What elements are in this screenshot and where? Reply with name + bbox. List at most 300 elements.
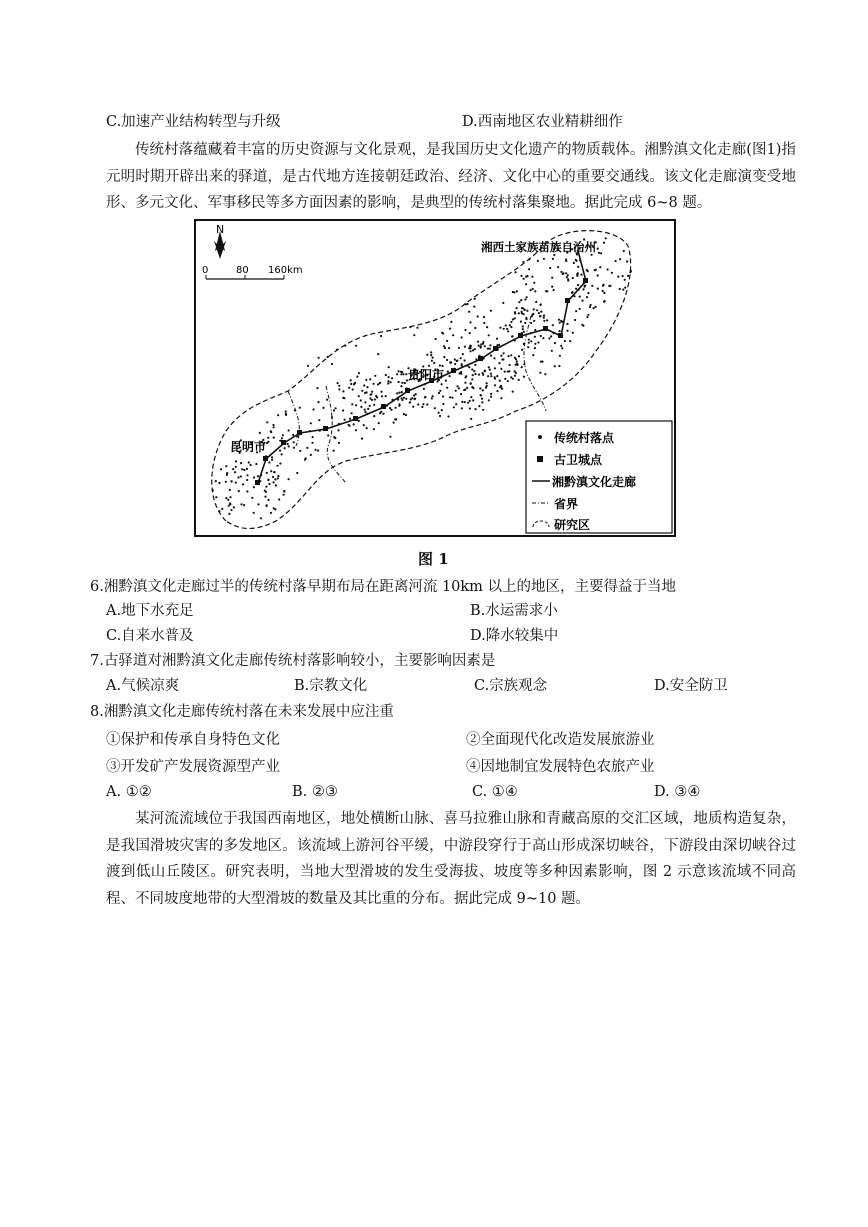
village-dot <box>507 330 509 332</box>
village-dot <box>487 348 489 350</box>
village-dot <box>388 366 390 368</box>
village-dot <box>598 252 600 254</box>
village-dot <box>268 483 270 485</box>
village-dot <box>488 366 490 368</box>
village-dot <box>293 441 295 443</box>
village-dot <box>603 242 605 244</box>
village-dot <box>589 306 591 308</box>
village-dot <box>597 274 599 276</box>
village-dot <box>450 321 452 323</box>
village-dot <box>533 320 535 322</box>
village-dot <box>534 347 536 349</box>
village-dot <box>348 424 350 426</box>
village-dot <box>510 321 512 323</box>
village-dot <box>474 408 476 410</box>
village-dot <box>454 358 456 360</box>
village-dot <box>516 290 518 292</box>
village-dot <box>288 478 290 480</box>
village-dot <box>460 357 462 359</box>
village-dot <box>309 430 311 432</box>
village-dot <box>316 387 318 389</box>
village-dot <box>225 465 227 467</box>
village-dot <box>508 370 510 372</box>
village-dot <box>587 292 589 294</box>
village-dot <box>381 395 383 397</box>
village-dot <box>401 371 403 373</box>
village-dot <box>514 339 516 341</box>
village-dot <box>234 471 236 473</box>
village-dot <box>617 276 619 278</box>
village-dot <box>442 395 444 397</box>
village-dot <box>623 250 625 252</box>
village-dot <box>433 362 435 364</box>
village-dot <box>231 480 233 482</box>
village-dot <box>380 391 382 393</box>
village-dot <box>390 381 392 383</box>
village-dot <box>326 399 328 401</box>
village-dot <box>441 332 443 334</box>
village-dot <box>266 442 268 444</box>
village-dot <box>215 496 217 498</box>
village-dot <box>389 407 391 409</box>
village-dot <box>344 419 346 421</box>
village-dot <box>552 324 554 326</box>
village-dot <box>505 324 507 326</box>
village-dot <box>415 393 417 395</box>
village-dot <box>535 301 537 303</box>
village-dot <box>575 288 577 290</box>
village-dot <box>364 409 366 411</box>
village-dot <box>469 407 471 409</box>
village-dot <box>534 329 536 331</box>
village-dot <box>367 408 369 410</box>
village-dot <box>474 364 476 366</box>
village-dot <box>549 267 551 269</box>
village-dot <box>279 462 281 464</box>
village-dot <box>543 320 545 322</box>
village-dot <box>398 370 400 372</box>
village-dot <box>287 443 289 445</box>
village-dot <box>520 321 522 323</box>
village-dot <box>561 347 563 349</box>
village-dot <box>275 484 277 486</box>
village-dot <box>267 479 269 481</box>
village-dot <box>414 398 416 400</box>
village-dot <box>540 335 542 337</box>
village-dot <box>523 376 525 378</box>
village-dot <box>525 276 527 278</box>
village-dot <box>521 349 523 351</box>
village-dot <box>299 450 301 452</box>
village-dot <box>382 413 384 415</box>
village-dot <box>496 375 498 377</box>
village-dot <box>296 435 298 437</box>
village-dot <box>271 456 273 458</box>
village-dot <box>587 270 589 272</box>
village-dot <box>579 308 581 310</box>
village-dot <box>377 353 379 355</box>
village-dot <box>403 397 405 399</box>
village-dot <box>530 332 532 334</box>
village-dot <box>566 323 568 325</box>
village-dot <box>626 260 628 262</box>
village-dot <box>277 475 279 477</box>
village-dot <box>315 449 317 451</box>
village-dot <box>395 407 397 409</box>
village-dot <box>456 385 458 387</box>
village-dot <box>472 399 474 401</box>
village-dot <box>544 373 546 375</box>
village-dot <box>272 476 274 478</box>
village-dot <box>534 290 536 292</box>
village-dot <box>311 442 313 444</box>
scale-160: 160km <box>268 265 303 276</box>
village-dot <box>438 412 440 414</box>
village-dot <box>510 376 512 378</box>
village-dot <box>520 299 522 301</box>
village-dot <box>338 442 340 444</box>
q6-stem: 6.湘黔滇文化走廊过半的传统村落早期布局在距离河流 10km 以上的地区，主要得益于当地 <box>90 579 677 595</box>
village-dot <box>358 420 360 422</box>
village-dot <box>417 403 419 405</box>
village-dot <box>428 365 430 367</box>
village-dot <box>528 342 530 344</box>
village-dot <box>404 382 406 384</box>
village-dot <box>235 482 237 484</box>
village-dot <box>574 319 576 321</box>
village-dot <box>235 466 237 468</box>
village-dot <box>270 470 272 472</box>
figure-1-caption: 图 1 <box>418 550 449 568</box>
village-dot <box>435 338 437 340</box>
village-dot <box>283 494 285 496</box>
village-dot <box>371 399 373 401</box>
village-dot <box>434 407 436 409</box>
village-dot <box>564 340 566 342</box>
village-dot <box>473 306 475 308</box>
village-dot <box>586 296 588 298</box>
village-dot <box>225 481 227 483</box>
village-dot <box>533 282 535 284</box>
village-dot <box>266 504 268 506</box>
village-dot <box>560 345 562 347</box>
village-dot <box>322 407 324 409</box>
village-dot <box>603 284 605 286</box>
village-dot <box>452 334 454 336</box>
legend-study: 研究区 <box>554 518 591 532</box>
village-dot <box>366 427 368 429</box>
village-dot <box>336 349 338 351</box>
village-dot <box>507 355 509 357</box>
village-dot <box>534 336 536 338</box>
legend-border: 省界 <box>554 497 579 511</box>
village-dot <box>458 347 460 349</box>
q6-option-d: D.降水较集中 <box>470 628 559 644</box>
village-dot <box>481 398 483 400</box>
village-dot <box>590 304 592 306</box>
village-dot <box>624 287 626 289</box>
village-dot <box>292 434 294 436</box>
village-dot <box>579 296 581 298</box>
village-dot <box>350 383 352 385</box>
q7-stem: 7.古驿道对湘黔滇文化走廊传统村落影响较小，主要影响因素是 <box>90 653 496 669</box>
village-dot <box>619 258 621 260</box>
village-dot <box>243 469 245 471</box>
village-dot <box>348 387 350 389</box>
village-dot <box>607 268 609 270</box>
village-dot <box>246 490 248 492</box>
legend <box>526 421 672 533</box>
village-dot <box>559 330 561 332</box>
village-dot <box>480 343 482 345</box>
village-dot <box>587 314 589 316</box>
village-dot <box>246 474 248 476</box>
village-dot <box>471 368 473 370</box>
village-dot <box>528 339 530 341</box>
village-dot <box>518 301 520 303</box>
village-dot <box>370 393 372 395</box>
village-dot <box>551 286 553 288</box>
village-dot <box>353 383 355 385</box>
village-dot <box>577 284 579 286</box>
village-dot <box>490 373 492 375</box>
village-dot <box>393 422 395 424</box>
village-dot <box>490 393 492 395</box>
village-dot <box>431 397 433 399</box>
village-dot <box>478 405 480 407</box>
village-dot <box>441 383 443 385</box>
q8-option-a: A. ①② <box>106 784 152 800</box>
village-dot <box>318 357 320 359</box>
village-dot <box>424 383 426 385</box>
village-dot <box>240 475 242 477</box>
village-dot <box>265 455 267 457</box>
village-dot <box>530 340 532 342</box>
village-dot <box>305 457 307 459</box>
village-dot <box>572 332 574 334</box>
village-dot <box>545 290 547 292</box>
village-dot <box>351 412 353 414</box>
village-dot <box>470 396 472 398</box>
village-dot <box>385 374 387 376</box>
village-dot <box>285 413 287 415</box>
village-dot <box>575 260 577 262</box>
village-dot <box>615 260 617 262</box>
village-dot <box>277 414 279 416</box>
village-dot <box>283 490 285 492</box>
village-dot <box>453 406 455 408</box>
village-dot <box>218 482 220 484</box>
village-dot <box>481 401 483 403</box>
village-dot <box>306 447 308 449</box>
village-dot <box>575 310 577 312</box>
village-dot <box>488 334 490 336</box>
village-dot <box>572 277 574 279</box>
village-dot <box>221 508 223 510</box>
village-dot <box>468 347 470 349</box>
village-dot <box>532 354 534 356</box>
village-dot <box>288 429 290 431</box>
village-dot <box>602 290 604 292</box>
village-dot <box>406 387 408 389</box>
village-dot <box>474 327 476 329</box>
village-dot <box>608 285 610 287</box>
figure-1-map <box>194 219 676 537</box>
village-dot <box>242 483 244 485</box>
legend-fort: 古卫城点 <box>554 453 603 467</box>
village-dot <box>229 496 231 498</box>
village-dot <box>565 258 567 260</box>
village-dot <box>484 345 486 347</box>
village-dot <box>243 504 245 506</box>
village-dot <box>374 398 376 400</box>
village-dot <box>215 480 217 482</box>
village-dot <box>310 422 312 424</box>
village-dot <box>285 410 287 412</box>
village-dot <box>533 308 535 310</box>
village-dot <box>355 345 357 347</box>
q7-option-b: B.宗教文化 <box>294 678 368 694</box>
q7-option-d: D.安全防卫 <box>654 678 728 694</box>
village-dot <box>351 403 353 405</box>
village-dot <box>521 366 523 368</box>
village-dot <box>447 415 449 417</box>
village-dot <box>489 348 491 350</box>
village-dot <box>597 248 599 250</box>
village-dot <box>501 387 503 389</box>
village-dot <box>611 272 613 274</box>
village-dot <box>363 384 365 386</box>
village-dot <box>416 327 418 329</box>
village-dot <box>500 355 502 357</box>
village-dot <box>490 310 492 312</box>
village-dot <box>342 409 344 411</box>
village-dot <box>605 237 607 239</box>
village-dot <box>386 405 388 407</box>
village-dot <box>288 445 290 447</box>
village-dot <box>444 347 446 349</box>
village-dot <box>228 513 230 515</box>
village-dot <box>409 401 411 403</box>
village-dot <box>250 464 252 466</box>
village-dot <box>496 338 498 340</box>
village-dot <box>400 373 402 375</box>
legend-corridor: 湘黔滇文化走廊 <box>552 475 637 489</box>
village-dot <box>503 328 505 330</box>
village-dot <box>456 360 458 362</box>
village-dot <box>591 254 593 256</box>
village-dot <box>461 401 463 403</box>
q5-option-d: D.西南地区农业精耕细作 <box>462 114 623 130</box>
village-dot <box>466 303 468 305</box>
village-dot <box>483 316 485 318</box>
village-dot <box>511 335 513 337</box>
village-dot <box>265 491 267 493</box>
village-dot <box>514 370 516 372</box>
village-dot <box>226 474 228 476</box>
village-dot <box>455 390 457 392</box>
village-dot <box>488 399 490 401</box>
village-dot <box>537 341 539 343</box>
village-dot <box>502 302 504 304</box>
village-dot <box>318 419 320 421</box>
village-dot <box>597 288 599 290</box>
village-dot <box>550 335 552 337</box>
village-dot <box>514 312 516 314</box>
village-dot <box>577 289 579 291</box>
village-dot <box>405 414 407 416</box>
village-dot <box>277 477 279 479</box>
village-dot <box>584 285 586 287</box>
village-dot <box>464 382 466 384</box>
village-dot <box>490 355 492 357</box>
village-dot <box>401 397 403 399</box>
village-dot <box>360 406 362 408</box>
village-dot <box>472 374 474 376</box>
village-dot <box>344 345 346 347</box>
village-dot <box>600 252 602 254</box>
village-dot <box>358 372 360 374</box>
village-dot <box>559 355 561 357</box>
village-dot <box>229 503 231 505</box>
village-dot <box>396 373 398 375</box>
village-dot <box>375 395 377 397</box>
village-dot <box>307 365 309 367</box>
village-dot <box>498 362 500 364</box>
village-dot <box>494 384 496 386</box>
village-dot <box>349 418 351 420</box>
village-dot <box>467 402 469 404</box>
village-dot <box>470 383 472 385</box>
village-dot <box>377 383 379 385</box>
village-dot <box>274 471 276 473</box>
village-dot <box>523 278 525 280</box>
village-dot <box>353 423 355 425</box>
village-dot <box>478 374 480 376</box>
village-dot <box>445 380 447 382</box>
village-dot <box>423 388 425 390</box>
village-dot <box>430 351 432 353</box>
village-dot <box>560 271 562 273</box>
village-dot <box>446 359 448 361</box>
village-dot <box>526 296 528 298</box>
village-dot <box>312 408 314 410</box>
village-dot <box>540 361 542 363</box>
village-dot <box>364 392 366 394</box>
village-dot <box>595 269 597 271</box>
village-dot <box>373 415 375 417</box>
village-dot <box>548 337 550 339</box>
village-dot <box>294 409 296 411</box>
village-dot <box>470 418 472 420</box>
village-dot <box>338 385 340 387</box>
village-dot <box>571 291 573 293</box>
village-dot <box>230 509 232 511</box>
village-dot <box>528 268 530 270</box>
village-dot <box>260 474 262 476</box>
village-dot <box>253 512 255 514</box>
village-dot <box>413 334 415 336</box>
village-dot <box>281 453 283 455</box>
village-dot <box>553 254 555 256</box>
village-dot <box>335 407 337 409</box>
village-dot <box>474 373 476 375</box>
village-dot <box>524 298 526 300</box>
village-dot <box>267 437 269 439</box>
village-dot <box>355 404 357 406</box>
village-dot <box>350 379 352 381</box>
village-dot <box>364 401 366 403</box>
